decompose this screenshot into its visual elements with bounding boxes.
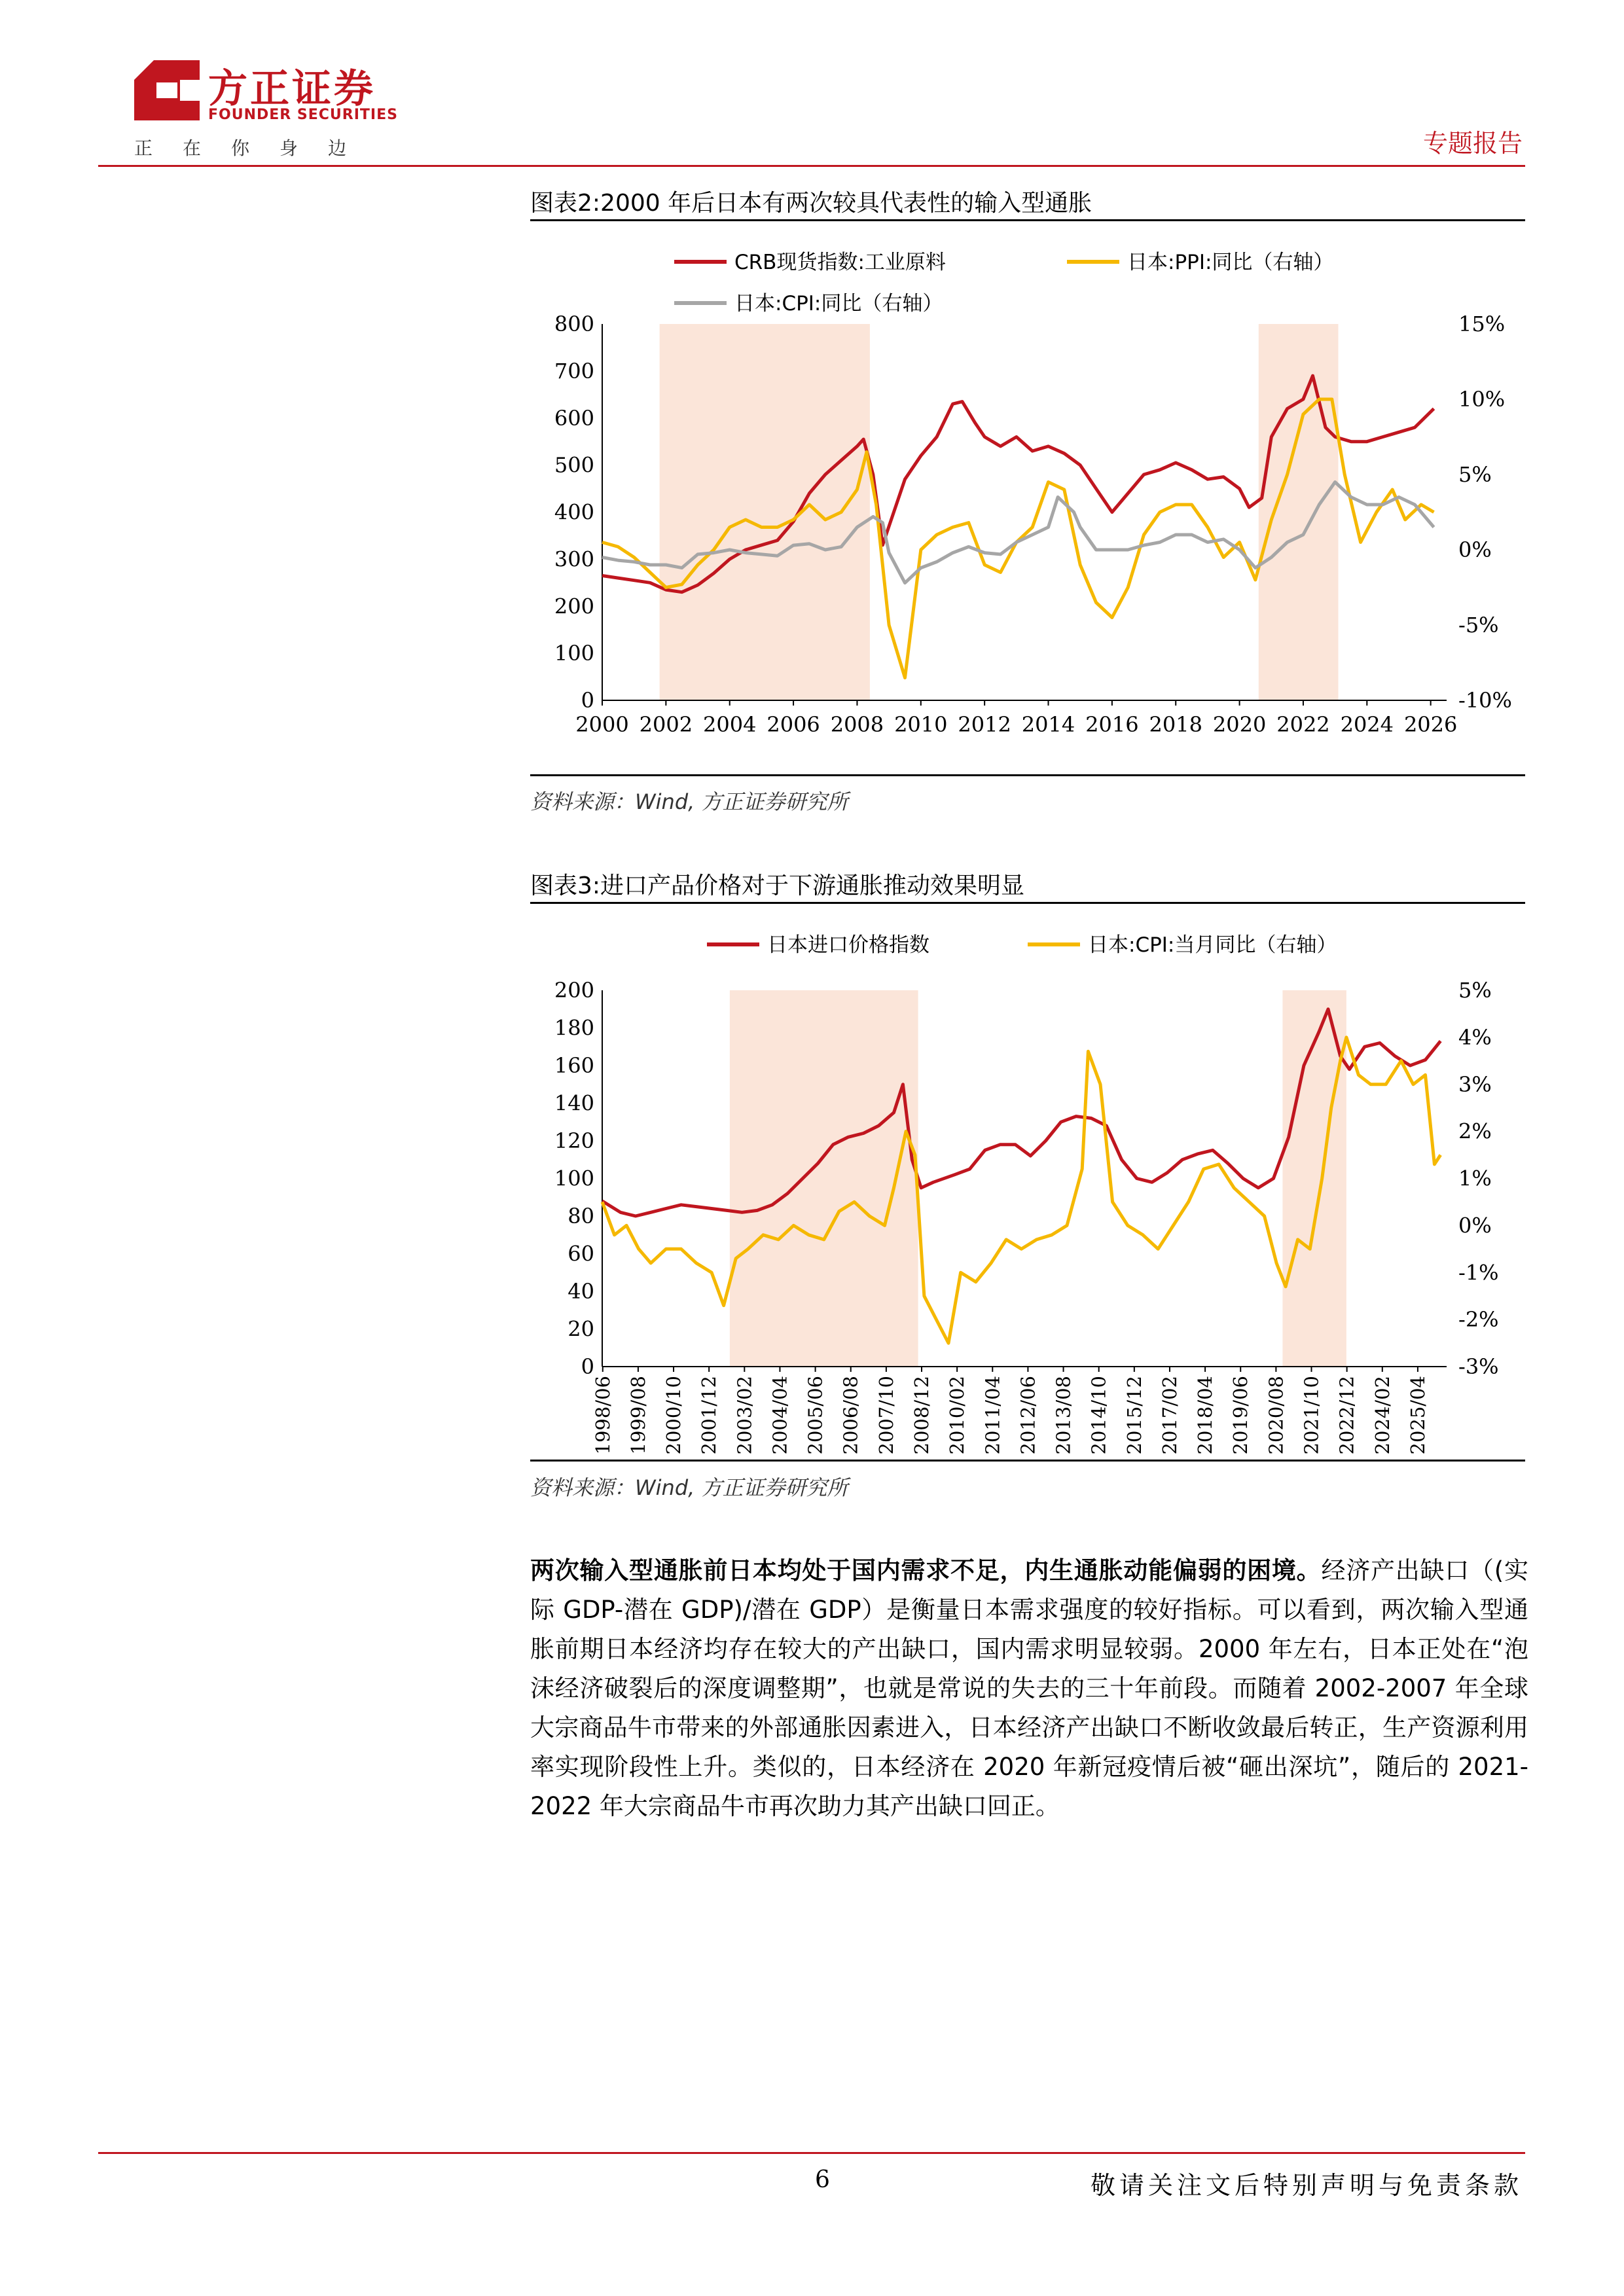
x-tick-label: 2006 [767,712,820,737]
x-tick-label: 2013/08 [1052,1376,1075,1455]
figure3-bottom-rule [530,1460,1525,1462]
shaded-period-1 [730,990,918,1367]
y-right-tick-label: 3% [1458,1071,1492,1097]
x-tick-label: 2012 [958,712,1011,737]
x-tick-label: 2017/02 [1158,1376,1181,1455]
y-left-tick-label: 400 [554,499,594,525]
logo-text-en: FOUNDER SECURITIES [208,107,398,123]
shaded-period-2 [1259,324,1339,700]
y-left-tick-label: 500 [554,452,594,478]
y-right-tick-label: 10% [1458,387,1506,412]
figure3-top-rule [530,902,1525,904]
y-left-tick-label: 600 [554,405,594,431]
y-right-tick-label: -5% [1458,613,1499,637]
y-left-tick-label: 700 [554,358,594,384]
report-type: 专题报告 [1422,129,1523,158]
y-right-tick-label: -10% [1458,688,1512,713]
y-right-tick-label: -3% [1458,1354,1499,1379]
x-tick-label: 2014/10 [1087,1376,1110,1455]
legend-label-2: 日本:CPI:当月同比（右轴） [1088,933,1337,957]
body-paragraph [530,1551,1528,1826]
x-tick-label: 2008/12 [911,1376,933,1455]
y-right-tick-label: 5% [1458,462,1492,487]
logo-text-cn: 方正证券 [208,66,376,112]
y-right-tick-label: 2% [1458,1119,1492,1144]
x-tick-label: 2019/06 [1229,1376,1252,1455]
page-number: 6 [815,2166,830,2193]
x-tick-label: 2024 [1340,712,1394,737]
y-right-tick-label: 5% [1458,978,1492,1003]
figure3-title: 图表3:进口产品价格对于下游通胀推动效果明显 [530,872,1025,899]
legend-label-1: 日本进口价格指数 [767,933,929,957]
x-tick-label: 2006/08 [839,1376,862,1455]
x-tick-label: 2020 [1212,712,1267,737]
y-left-tick-label: 180 [554,1015,594,1041]
y-right-tick-label: -2% [1458,1307,1499,1333]
y-left-tick-label: 100 [554,1166,594,1191]
x-tick-label: 2011/04 [981,1376,1004,1455]
header-divider [98,165,1525,167]
y-left-tick-label: 100 [554,641,594,666]
slogan: 正在你身边 [134,137,377,159]
x-tick-label: 2000/10 [662,1376,685,1455]
figure3-source: 资料来源：Wind, 方正证券研究所 [530,1475,848,1500]
x-tick-label: 2003/02 [733,1376,756,1455]
y-right-tick-label: 15% [1458,312,1506,336]
x-tick-label: 2022/12 [1335,1376,1358,1455]
body-text: 经济产出缺口（(实际 GDP-潜在 GDP)/潜在 GDP）是衡量日本需求强度的较好指标。可以看到，两次输入型通胀前期日本经济均存在较大的产出缺口，国内需求明显较弱。2000 年左右，日本正处在“泡沫经济破裂后的深度调整期”，也就是常说的失去的三十年前段。而随着 2002-2007 年全球大宗商品牛市带来的外部通胀因素进入，日本经济产出缺口不断收敛最后转正，生产资源利用率实现阶段性上升。类似的，日本经济在 2020 年新冠疫情后被“砸出深坑”，随后的 2021-2022 年大宗商品牛市再次助力其产出缺口回正。 [530,1556,1529,1820]
x-tick-label: 2000 [575,712,629,737]
x-tick-label: 2001/12 [698,1376,721,1455]
x-tick-label: 2025/04 [1406,1376,1429,1455]
y-left-tick-label: 0 [581,688,594,713]
x-tick-label: 2026 [1403,712,1458,737]
x-tick-label: 2010 [894,712,948,737]
legend-label-1: CRB现货指数:工业原料 [734,251,946,274]
figure2-bottom-rule [530,774,1525,776]
y-left-tick-label: 80 [568,1204,594,1229]
x-tick-label: 2010/02 [946,1376,969,1455]
y-right-tick-label: 1% [1458,1166,1492,1191]
figure2-title: 图表2:2000 年后日本有两次较具代表性的输入型通胀 [530,190,1092,217]
y-left-tick-label: 160 [554,1053,594,1078]
x-tick-label: 2014 [1021,712,1075,737]
disclaimer-link[interactable]: 敬请关注文后特别声明与免责条款 [1090,2171,1523,2200]
y-right-tick-label: 0% [1458,1213,1492,1238]
y-left-tick-label: 200 [554,594,594,619]
y-left-tick-label: 40 [568,1279,594,1304]
x-tick-label: 2015/12 [1123,1376,1146,1455]
footer-divider [98,2152,1525,2154]
x-tick-label: 2004 [702,712,757,737]
legend-label-3: 日本:CPI:同比（右轴） [734,292,943,315]
body-bold-lead: 两次输入型通胀前日本均处于国内需求不足，内生通胀动能偏弱的困境。 [530,1556,1322,1585]
y-left-tick-label: 20 [568,1316,594,1342]
y-left-tick-label: 300 [554,547,594,572]
x-tick-label: 2007/10 [875,1376,897,1455]
figure2-top-rule [530,219,1525,221]
y-right-tick-label: -1% [1458,1260,1499,1285]
figure2-source: 资料来源：Wind, 方正证券研究所 [530,789,848,814]
x-tick-label: 2021/10 [1300,1376,1323,1455]
x-tick-label: 2020/08 [1265,1376,1288,1455]
y-left-tick-label: 200 [554,978,594,1003]
founder-logo-icon [134,60,200,120]
x-tick-label: 2008 [830,712,884,737]
y-left-tick-label: 60 [568,1241,594,1266]
x-tick-label: 1998/06 [591,1376,614,1455]
x-tick-label: 2018/04 [1194,1376,1217,1455]
y-right-tick-label: 0% [1458,537,1492,562]
x-tick-label: 2012/06 [1017,1376,1039,1455]
x-tick-label: 1999/08 [626,1376,649,1455]
y-left-tick-label: 140 [554,1090,594,1116]
y-left-tick-label: 0 [581,1354,594,1379]
x-tick-label: 2018 [1149,712,1202,737]
x-tick-label: 2005/06 [804,1376,827,1455]
y-left-tick-label: 800 [554,312,594,336]
legend-label-2: 日本:PPI:同比（右轴） [1127,251,1334,274]
x-tick-label: 2016 [1085,712,1139,737]
x-tick-label: 2022 [1276,712,1330,737]
y-right-tick-label: 4% [1458,1024,1492,1050]
figure2-chart [530,226,1525,769]
y-left-tick-label: 120 [554,1128,594,1153]
x-tick-label: 2004/04 [768,1376,791,1455]
x-tick-label: 2024/02 [1371,1376,1394,1455]
figure3-chart [530,908,1525,1458]
x-tick-label: 2002 [639,712,693,737]
